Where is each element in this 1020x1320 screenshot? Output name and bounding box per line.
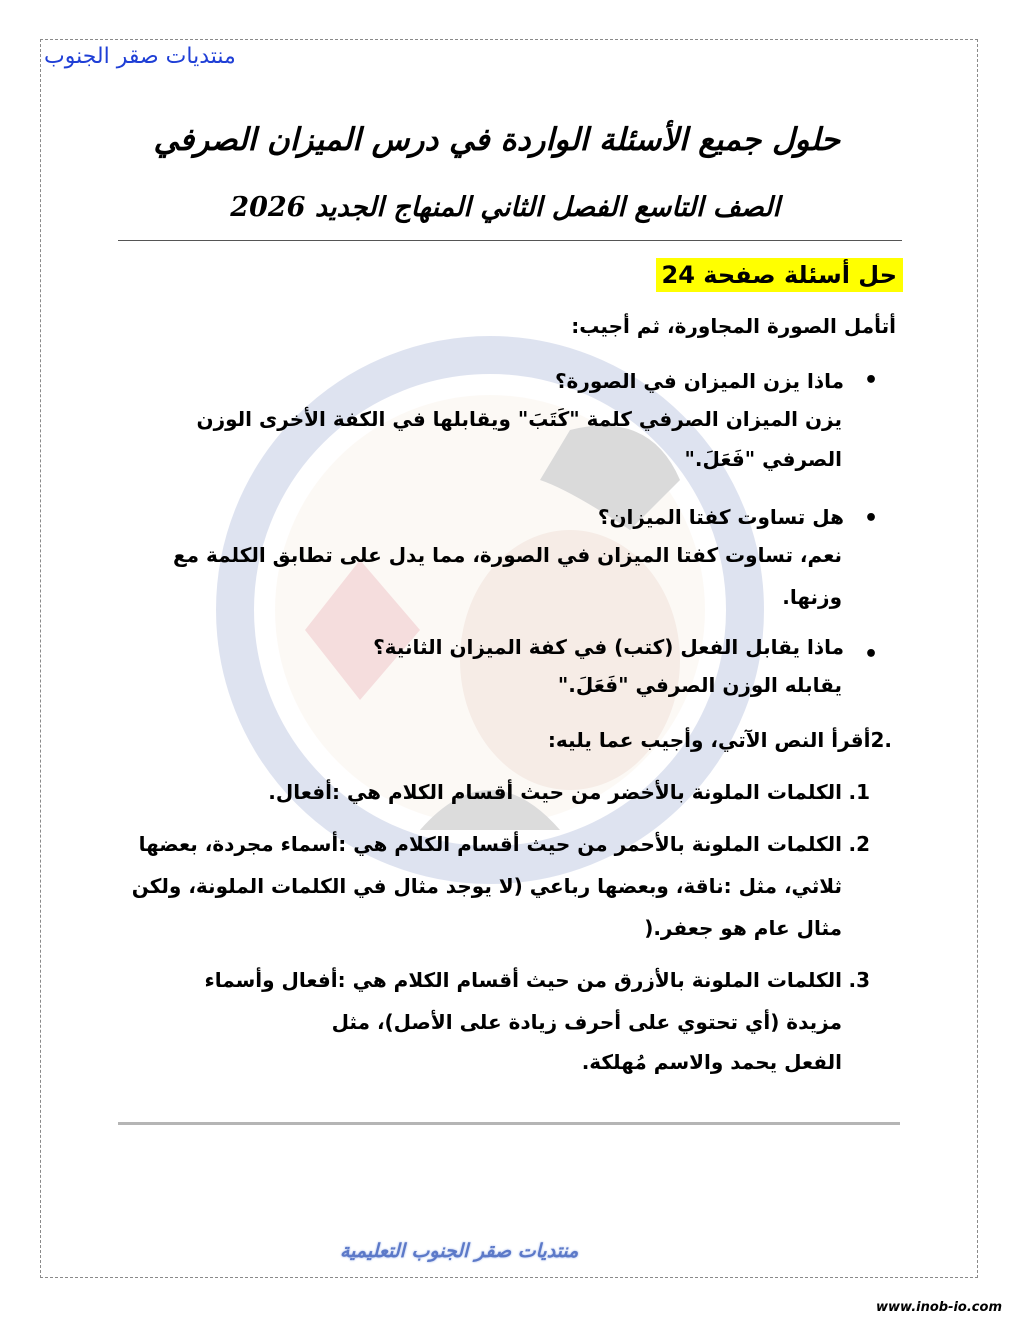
footer-divider <box>118 1122 900 1125</box>
bullet-answer-line: نعم، تساوت كفتا الميزان في الصورة، مما يدل على تطابق الكلمة مع <box>173 543 842 567</box>
title-line-2: الصف التاسع الفصل الثاني المنهاج الجديد 2026 <box>230 192 780 223</box>
footer-logo: منتديات صقر الجنوب التعليمية <box>340 1240 579 1262</box>
list-item-line: الكلمات الملونة بالأزرق من حيث أقسام الكلام هي :أفعال وأسماء <box>204 968 842 992</box>
list-item-line: الكلمات الملونة بالأحمر من حيث أقسام الكلام هي :أسماء مجردة، بعضها <box>138 832 842 856</box>
list-item-line: الفعل يحمد والاسم مُهلكة. <box>581 1050 842 1074</box>
section-prompt: أتأمل الصورة المجاورة، ثم أجيب: <box>571 314 896 338</box>
list-item-line: مزيدة (أي تحتوي على أحرف زيادة على الأصل)، مثل <box>331 1010 842 1034</box>
bullet-answer-line: وزنها. <box>782 585 842 609</box>
list-item-line: الكلمات الملونة بالأخضر من حيث أقسام الكلام هي :أفعال. <box>268 780 842 804</box>
bullet-icon: • <box>864 506 879 531</box>
bullet-icon: • <box>864 368 879 393</box>
list-item-number: 3. <box>848 968 870 992</box>
site-name: منتديات صقر الجنوب <box>44 44 236 69</box>
section-heading: حل أسئلة صفحة 24 <box>656 258 903 292</box>
bullet-question: هل تساوت كفتا الميزان؟ <box>597 505 844 529</box>
title-line-1: حلول جميع الأسئلة الواردة في درس الميزان الصرفي <box>153 122 840 158</box>
bullet-question: ماذا يقابل الفعل (كتب) في كفة الميزان الثانية؟ <box>373 635 844 659</box>
header-divider <box>118 240 902 241</box>
bullet-icon: • <box>864 642 879 667</box>
list-item-number: 2. <box>848 832 870 856</box>
footer-url[interactable]: www.inob-io.com <box>876 1300 1002 1315</box>
bullet-answer-line: يقابله الوزن الصرفي "فَعَلَ." <box>557 673 842 697</box>
bullet-answer-line: يزن الميزان الصرفي كلمة "كَتَبَ" ويقابلها في الكفة الأخرى الوزن <box>196 407 842 431</box>
list-item-number: 1. <box>848 780 870 804</box>
list-item-line: ثلاثي، مثل :ناقة، وبعضها رباعي (لا يوجد مثال في الكلمات الملونة، ولكن <box>131 874 842 898</box>
bullet-answer-line: الصرفي "فَعَلَ." <box>684 447 842 471</box>
list-item-line: مثال عام هو جعفر.( <box>644 916 842 940</box>
bullet-question: ماذا يزن الميزان في الصورة؟ <box>554 369 844 393</box>
part2-heading: .2أقرأ النص الآتي، وأجيب عما يليه: <box>547 728 892 752</box>
